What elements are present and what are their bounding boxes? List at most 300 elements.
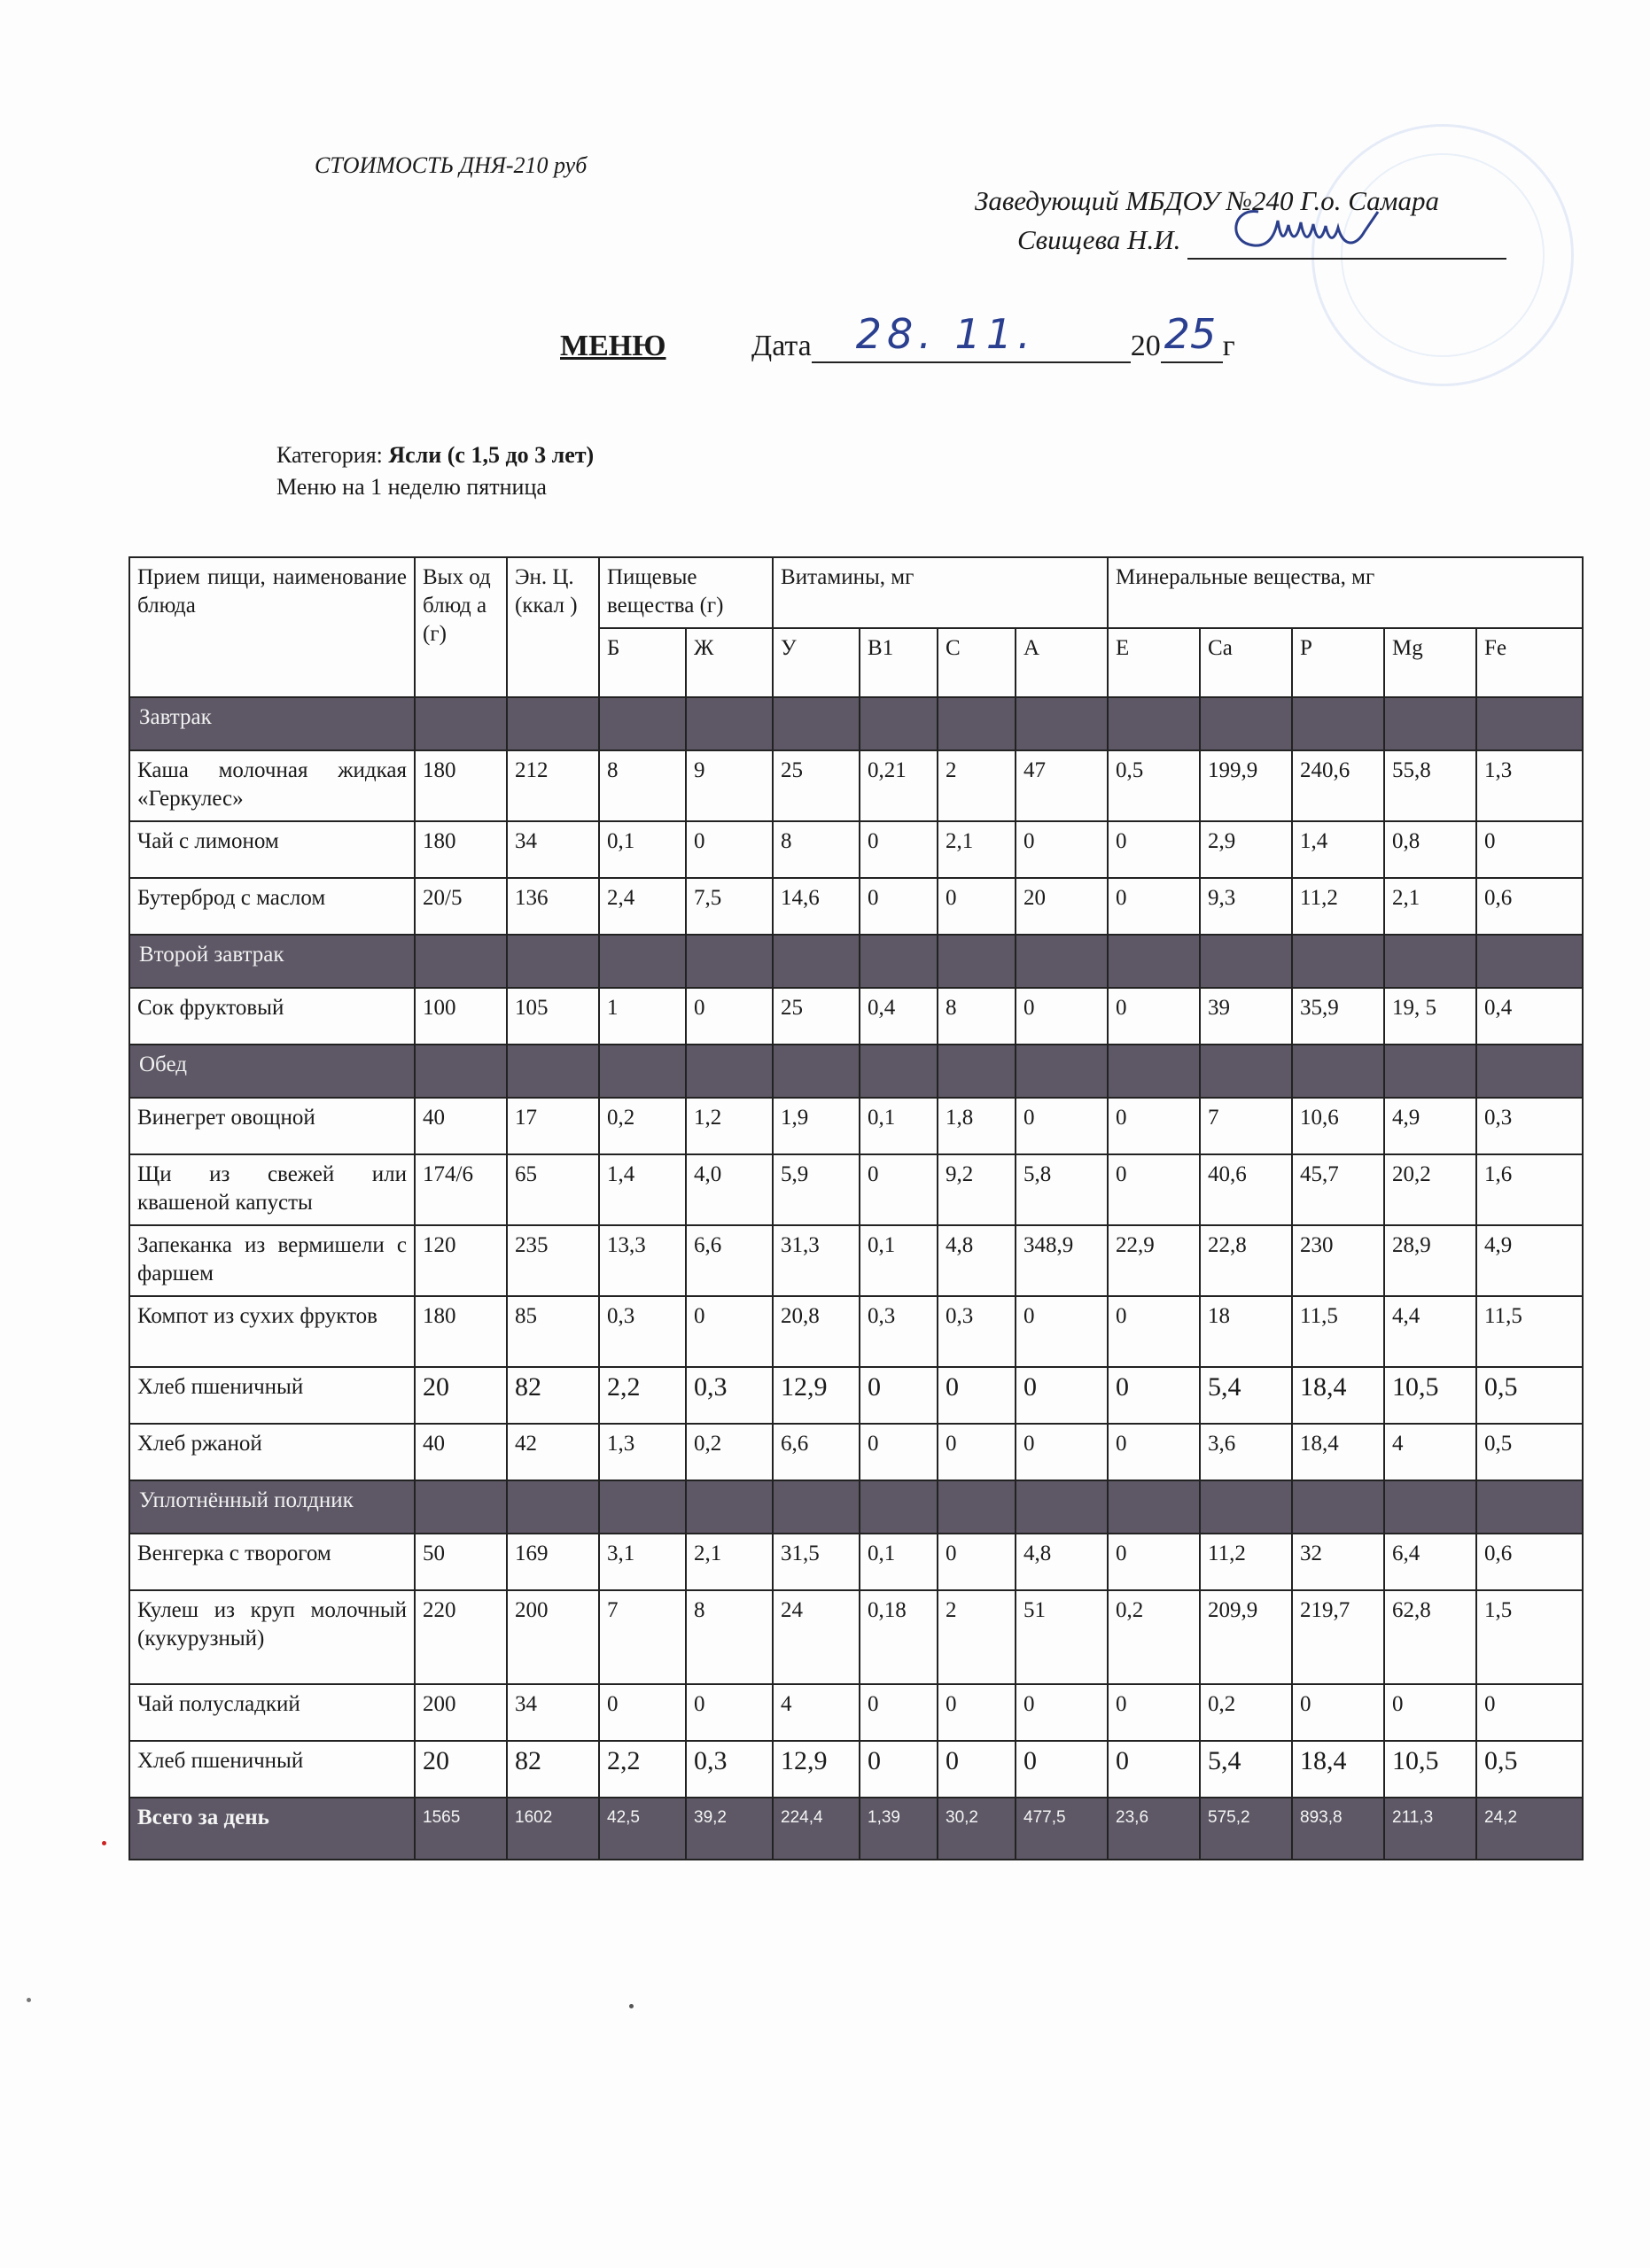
section-empty-cell bbox=[599, 697, 686, 750]
section-empty-cell bbox=[1108, 697, 1200, 750]
subheader-cell: Е bbox=[1108, 628, 1200, 697]
value-cell: 13,3 bbox=[599, 1225, 686, 1296]
subheader-cell: С bbox=[938, 628, 1016, 697]
subheader-cell: У bbox=[773, 628, 860, 697]
value-cell: 0,8 bbox=[1384, 821, 1476, 878]
meal-section-title: Обед bbox=[129, 1045, 415, 1098]
value-cell: 20/5 bbox=[415, 878, 507, 935]
value-cell: 11,2 bbox=[1200, 1534, 1292, 1590]
dish-name: Каша молочная жидкая «Геркулес» bbox=[129, 750, 415, 821]
value-cell: 34 bbox=[507, 821, 599, 878]
value-cell: 9,2 bbox=[938, 1154, 1016, 1225]
category-label: Категория: bbox=[276, 442, 389, 468]
dish-row bbox=[129, 1741, 1583, 1798]
value-cell: 0 bbox=[938, 1424, 1016, 1480]
dish-name: Запеканка из вермишели с фаршем bbox=[129, 1225, 415, 1296]
total-value-cell: 224,4 bbox=[773, 1798, 860, 1860]
value-cell: 169 bbox=[507, 1534, 599, 1590]
value-cell: 0,1 bbox=[860, 1225, 938, 1296]
value-cell: 10,6 bbox=[1292, 1098, 1384, 1154]
total-value-cell: 1,39 bbox=[860, 1798, 938, 1860]
value-cell: 0,4 bbox=[860, 988, 938, 1045]
value-cell: 2,1 bbox=[938, 821, 1016, 878]
scan-speck bbox=[102, 1841, 106, 1845]
section-empty-cell bbox=[860, 697, 938, 750]
value-cell: 212 bbox=[507, 750, 599, 821]
value-cell: 0 bbox=[1108, 1154, 1200, 1225]
section-empty-cell bbox=[1108, 1480, 1200, 1534]
section-empty-cell bbox=[1476, 1045, 1583, 1098]
subheader-cell: Ж bbox=[686, 628, 773, 697]
value-cell: 5,4 bbox=[1200, 1741, 1292, 1798]
section-empty-cell bbox=[773, 697, 860, 750]
section-empty-cell bbox=[860, 935, 938, 988]
value-cell: 348,9 bbox=[1016, 1225, 1108, 1296]
value-cell: 1,9 bbox=[773, 1098, 860, 1154]
dish-row bbox=[129, 1098, 1583, 1154]
value-cell: 200 bbox=[415, 1684, 507, 1741]
section-empty-cell bbox=[599, 935, 686, 988]
value-cell: 2 bbox=[938, 1590, 1016, 1684]
value-cell: 82 bbox=[507, 1367, 599, 1424]
section-empty-cell bbox=[1384, 1045, 1476, 1098]
value-cell: 0 bbox=[860, 878, 938, 935]
value-cell: 11,2 bbox=[1292, 878, 1384, 935]
value-cell: 0 bbox=[1476, 1684, 1583, 1741]
section-empty-cell bbox=[938, 935, 1016, 988]
total-value-cell: 211,3 bbox=[1384, 1798, 1476, 1860]
subheader-cell: P bbox=[1292, 628, 1384, 697]
value-cell: 0,3 bbox=[938, 1296, 1016, 1367]
value-cell: 1 bbox=[599, 988, 686, 1045]
value-cell: 2,2 bbox=[599, 1367, 686, 1424]
subheader-cell: Ca bbox=[1200, 628, 1292, 697]
meal-section-title: Уплотнённый полдник bbox=[129, 1480, 415, 1534]
value-cell: 0,2 bbox=[1200, 1684, 1292, 1741]
section-empty-cell bbox=[1016, 935, 1108, 988]
header-minerals: Минеральные вещества, мг bbox=[1108, 557, 1583, 628]
value-cell: 0 bbox=[686, 1684, 773, 1741]
value-cell: 1,4 bbox=[599, 1154, 686, 1225]
value-cell: 22,9 bbox=[1108, 1225, 1200, 1296]
value-cell: 0,3 bbox=[1476, 1098, 1583, 1154]
value-cell: 47 bbox=[1016, 750, 1108, 821]
value-cell: 0,2 bbox=[599, 1098, 686, 1154]
value-cell: 0 bbox=[1016, 1098, 1108, 1154]
section-empty-cell bbox=[686, 697, 773, 750]
value-cell: 0 bbox=[1108, 1741, 1200, 1798]
value-cell: 40 bbox=[415, 1098, 507, 1154]
value-cell: 4,8 bbox=[1016, 1534, 1108, 1590]
value-cell: 0,5 bbox=[1476, 1424, 1583, 1480]
value-cell: 2,1 bbox=[686, 1534, 773, 1590]
value-cell: 20 bbox=[415, 1741, 507, 1798]
total-value-cell: 23,6 bbox=[1108, 1798, 1200, 1860]
meal-section-row bbox=[129, 935, 1583, 988]
value-cell: 0,1 bbox=[860, 1534, 938, 1590]
value-cell: 2,2 bbox=[599, 1741, 686, 1798]
value-cell: 8 bbox=[599, 750, 686, 821]
value-cell: 0 bbox=[1016, 1424, 1108, 1480]
value-cell: 0 bbox=[938, 878, 1016, 935]
subheader-cell: Б bbox=[599, 628, 686, 697]
date-label: Дата bbox=[751, 330, 812, 362]
value-cell: 0,3 bbox=[599, 1296, 686, 1367]
value-cell: 2 bbox=[938, 750, 1016, 821]
section-empty-cell bbox=[773, 1480, 860, 1534]
section-empty-cell bbox=[773, 935, 860, 988]
value-cell: 20 bbox=[1016, 878, 1108, 935]
value-cell: 0 bbox=[860, 1741, 938, 1798]
value-cell: 200 bbox=[507, 1590, 599, 1684]
scan-speck bbox=[27, 1998, 31, 2002]
value-cell: 174/6 bbox=[415, 1154, 507, 1225]
value-cell: 6,6 bbox=[686, 1225, 773, 1296]
year-prefix: 20 bbox=[1130, 330, 1161, 362]
date-field bbox=[751, 310, 1235, 363]
value-cell: 35,9 bbox=[1292, 988, 1384, 1045]
value-cell: 31,3 bbox=[773, 1225, 860, 1296]
value-cell: 1,4 bbox=[1292, 821, 1384, 878]
value-cell: 10,5 bbox=[1384, 1367, 1476, 1424]
dish-row bbox=[129, 1424, 1583, 1480]
value-cell: 0,5 bbox=[1108, 750, 1200, 821]
value-cell: 0 bbox=[860, 1154, 938, 1225]
section-empty-cell bbox=[599, 1480, 686, 1534]
dish-name: Кулеш из круп молочный (кукурузный) bbox=[129, 1590, 415, 1684]
section-empty-cell bbox=[686, 935, 773, 988]
section-empty-cell bbox=[686, 1480, 773, 1534]
section-empty-cell bbox=[415, 935, 507, 988]
total-value-cell: 1565 bbox=[415, 1798, 507, 1860]
section-empty-cell bbox=[507, 697, 599, 750]
value-cell: 85 bbox=[507, 1296, 599, 1367]
value-cell: 2,1 bbox=[1384, 878, 1476, 935]
value-cell: 199,9 bbox=[1200, 750, 1292, 821]
subheader-cell: В1 bbox=[860, 628, 938, 697]
value-cell: 0 bbox=[860, 1684, 938, 1741]
value-cell: 18 bbox=[1200, 1296, 1292, 1367]
section-empty-cell bbox=[507, 1480, 599, 1534]
value-cell: 0 bbox=[938, 1684, 1016, 1741]
value-cell: 0,2 bbox=[686, 1424, 773, 1480]
handwritten-signature bbox=[1223, 194, 1400, 256]
section-empty-cell bbox=[1476, 1480, 1583, 1534]
total-value-cell: 893,8 bbox=[1292, 1798, 1384, 1860]
total-value-cell: 1602 bbox=[507, 1798, 599, 1860]
value-cell: 136 bbox=[507, 878, 599, 935]
menu-title: МЕНЮ bbox=[560, 330, 666, 362]
dish-name: Бутерброд с маслом bbox=[129, 878, 415, 935]
category-value: Ясли (с 1,5 до 3 лет) bbox=[388, 442, 595, 468]
section-empty-cell bbox=[599, 1045, 686, 1098]
value-cell: 0 bbox=[1108, 1684, 1200, 1741]
value-cell: 4,9 bbox=[1384, 1098, 1476, 1154]
value-cell: 0 bbox=[1108, 1534, 1200, 1590]
value-cell: 1,2 bbox=[686, 1098, 773, 1154]
value-cell: 3,1 bbox=[599, 1534, 686, 1590]
total-value-cell: 39,2 bbox=[686, 1798, 773, 1860]
value-cell: 25 bbox=[773, 988, 860, 1045]
header-vitamins: Витамины, мг bbox=[773, 557, 1108, 628]
value-cell: 0,5 bbox=[1476, 1367, 1583, 1424]
header-energy: Эн. Ц. (ккал ) bbox=[507, 557, 599, 697]
section-empty-cell bbox=[938, 1480, 1016, 1534]
total-value-cell: 30,2 bbox=[938, 1798, 1016, 1860]
value-cell: 3,6 bbox=[1200, 1424, 1292, 1480]
value-cell: 25 bbox=[773, 750, 860, 821]
subheader-cell: Mg bbox=[1384, 628, 1476, 697]
value-cell: 7 bbox=[1200, 1098, 1292, 1154]
total-value-cell: 24,2 bbox=[1476, 1798, 1583, 1860]
value-cell: 45,7 bbox=[1292, 1154, 1384, 1225]
value-cell: 7,5 bbox=[686, 878, 773, 935]
value-cell: 0 bbox=[686, 988, 773, 1045]
section-empty-cell bbox=[507, 1045, 599, 1098]
week-label: Меню на 1 неделю пятница bbox=[276, 474, 547, 500]
value-cell: 1,6 bbox=[1476, 1154, 1583, 1225]
value-cell: 22,8 bbox=[1200, 1225, 1292, 1296]
section-empty-cell bbox=[1200, 1480, 1292, 1534]
dish-name: Хлеб пшеничный bbox=[129, 1367, 415, 1424]
value-cell: 39 bbox=[1200, 988, 1292, 1045]
value-cell: 0,1 bbox=[860, 1098, 938, 1154]
value-cell: 32 bbox=[1292, 1534, 1384, 1590]
value-cell: 28,9 bbox=[1384, 1225, 1476, 1296]
value-cell: 0 bbox=[1108, 988, 1200, 1045]
value-cell: 180 bbox=[415, 750, 507, 821]
dish-name: Винегрет овощной bbox=[129, 1098, 415, 1154]
value-cell: 9 bbox=[686, 750, 773, 821]
value-cell: 14,6 bbox=[773, 878, 860, 935]
dish-name: Венгерка с творогом bbox=[129, 1534, 415, 1590]
value-cell: 0 bbox=[1016, 821, 1108, 878]
value-cell: 0,6 bbox=[1476, 878, 1583, 935]
total-value-cell: 42,5 bbox=[599, 1798, 686, 1860]
value-cell: 0 bbox=[1108, 1098, 1200, 1154]
dish-name: Хлеб ржаной bbox=[129, 1424, 415, 1480]
value-cell: 0 bbox=[938, 1534, 1016, 1590]
value-cell: 0,5 bbox=[1476, 1741, 1583, 1798]
value-cell: 11,5 bbox=[1476, 1296, 1583, 1367]
meal-section-title: Второй завтрак bbox=[129, 935, 415, 988]
section-empty-cell bbox=[1016, 1045, 1108, 1098]
value-cell: 5,9 bbox=[773, 1154, 860, 1225]
value-cell: 0 bbox=[686, 1296, 773, 1367]
value-cell: 8 bbox=[938, 988, 1016, 1045]
value-cell: 1,3 bbox=[599, 1424, 686, 1480]
value-cell: 40,6 bbox=[1200, 1154, 1292, 1225]
value-cell: 0 bbox=[1016, 988, 1108, 1045]
total-value-cell: 477,5 bbox=[1016, 1798, 1108, 1860]
signature-line bbox=[1187, 229, 1506, 260]
value-cell: 4 bbox=[773, 1684, 860, 1741]
value-cell: 62,8 bbox=[1384, 1590, 1476, 1684]
value-cell: 219,7 bbox=[1292, 1590, 1384, 1684]
value-cell: 0,3 bbox=[686, 1741, 773, 1798]
value-cell: 0,18 bbox=[860, 1590, 938, 1684]
section-empty-cell bbox=[1108, 935, 1200, 988]
value-cell: 0,3 bbox=[860, 1296, 938, 1367]
section-empty-cell bbox=[1016, 1480, 1108, 1534]
value-cell: 180 bbox=[415, 1296, 507, 1367]
value-cell: 5,4 bbox=[1200, 1367, 1292, 1424]
value-cell: 4,8 bbox=[938, 1225, 1016, 1296]
value-cell: 0 bbox=[1292, 1684, 1384, 1741]
value-cell: 0 bbox=[1384, 1684, 1476, 1741]
subheader-cell: А bbox=[1016, 628, 1108, 697]
value-cell: 9,3 bbox=[1200, 878, 1292, 935]
value-cell: 2,4 bbox=[599, 878, 686, 935]
section-empty-cell bbox=[860, 1045, 938, 1098]
meal-section-row bbox=[129, 697, 1583, 750]
header-dish: Прием пищи, наименование блюда bbox=[129, 557, 415, 697]
total-label: Всего за день bbox=[129, 1798, 415, 1860]
dish-name: Чай полусладкий bbox=[129, 1684, 415, 1741]
value-cell: 0 bbox=[1108, 821, 1200, 878]
section-empty-cell bbox=[1384, 697, 1476, 750]
value-cell: 65 bbox=[507, 1154, 599, 1225]
dish-row bbox=[129, 821, 1583, 878]
meal-section-row bbox=[129, 1480, 1583, 1534]
value-cell: 0 bbox=[860, 821, 938, 878]
dish-name: Сок фруктовый bbox=[129, 988, 415, 1045]
value-cell: 0 bbox=[938, 1367, 1016, 1424]
value-cell: 40 bbox=[415, 1424, 507, 1480]
section-empty-cell bbox=[507, 935, 599, 988]
value-cell: 55,8 bbox=[1384, 750, 1476, 821]
year-suffix: г bbox=[1222, 330, 1235, 362]
value-cell: 0,6 bbox=[1476, 1534, 1583, 1590]
meal-section-title: Завтрак bbox=[129, 697, 415, 750]
value-cell: 20 bbox=[415, 1367, 507, 1424]
value-cell: 2,9 bbox=[1200, 821, 1292, 878]
value-cell: 0 bbox=[1016, 1296, 1108, 1367]
value-cell: 8 bbox=[773, 821, 860, 878]
value-cell: 4,0 bbox=[686, 1154, 773, 1225]
scan-speck bbox=[629, 2004, 634, 2008]
value-cell: 20,2 bbox=[1384, 1154, 1476, 1225]
value-cell: 0 bbox=[599, 1684, 686, 1741]
section-empty-cell bbox=[1476, 697, 1583, 750]
section-empty-cell bbox=[415, 697, 507, 750]
section-empty-cell bbox=[1292, 1045, 1384, 1098]
menu-table bbox=[128, 556, 1584, 1860]
dish-name: Щи из свежей или квашеной капусты bbox=[129, 1154, 415, 1225]
section-empty-cell bbox=[1292, 697, 1384, 750]
value-cell: 220 bbox=[415, 1590, 507, 1684]
value-cell: 105 bbox=[507, 988, 599, 1045]
header-output: Вых од блюд а (г) bbox=[415, 557, 507, 697]
dish-row bbox=[129, 1154, 1583, 1225]
section-empty-cell bbox=[1292, 1480, 1384, 1534]
day-cost: СТОИМОСТЬ ДНЯ-210 руб bbox=[315, 152, 588, 178]
value-cell: 24 bbox=[773, 1590, 860, 1684]
value-cell: 100 bbox=[415, 988, 507, 1045]
category-block bbox=[276, 439, 594, 503]
value-cell: 34 bbox=[507, 1684, 599, 1741]
value-cell: 18,4 bbox=[1292, 1424, 1384, 1480]
value-cell: 18,4 bbox=[1292, 1741, 1384, 1798]
dish-row bbox=[129, 1590, 1583, 1684]
section-empty-cell bbox=[1108, 1045, 1200, 1098]
value-cell: 0 bbox=[938, 1741, 1016, 1798]
value-cell: 0,1 bbox=[599, 821, 686, 878]
value-cell: 0,4 bbox=[1476, 988, 1583, 1045]
section-empty-cell bbox=[415, 1045, 507, 1098]
section-empty-cell bbox=[1384, 935, 1476, 988]
value-cell: 5,8 bbox=[1016, 1154, 1108, 1225]
value-cell: 0 bbox=[1108, 1296, 1200, 1367]
value-cell: 12,9 bbox=[773, 1367, 860, 1424]
dish-row bbox=[129, 1367, 1583, 1424]
section-empty-cell bbox=[1292, 935, 1384, 988]
value-cell: 230 bbox=[1292, 1225, 1384, 1296]
value-cell: 0 bbox=[860, 1424, 938, 1480]
value-cell: 0 bbox=[1108, 1367, 1200, 1424]
value-cell: 1,3 bbox=[1476, 750, 1583, 821]
dish-row bbox=[129, 1684, 1583, 1741]
value-cell: 0 bbox=[1016, 1741, 1108, 1798]
section-empty-cell bbox=[938, 697, 1016, 750]
section-empty-cell bbox=[860, 1480, 938, 1534]
value-cell: 240,6 bbox=[1292, 750, 1384, 821]
dish-row bbox=[129, 988, 1583, 1045]
value-cell: 0,2 bbox=[1108, 1590, 1200, 1684]
section-empty-cell bbox=[686, 1045, 773, 1098]
dish-row bbox=[129, 1296, 1583, 1367]
value-cell: 6,6 bbox=[773, 1424, 860, 1480]
value-cell: 0 bbox=[686, 821, 773, 878]
value-cell: 209,9 bbox=[1200, 1590, 1292, 1684]
section-empty-cell bbox=[1200, 935, 1292, 988]
meal-section-row bbox=[129, 1045, 1583, 1098]
value-cell: 1,5 bbox=[1476, 1590, 1583, 1684]
value-cell: 0 bbox=[860, 1367, 938, 1424]
value-cell: 0,3 bbox=[686, 1367, 773, 1424]
dish-name: Компот из сухих фруктов bbox=[129, 1296, 415, 1367]
value-cell: 11,5 bbox=[1292, 1296, 1384, 1367]
value-cell: 235 bbox=[507, 1225, 599, 1296]
director-name: Свищева Н.И. bbox=[1017, 224, 1181, 255]
value-cell: 42 bbox=[507, 1424, 599, 1480]
value-cell: 7 bbox=[599, 1590, 686, 1684]
section-empty-cell bbox=[1384, 1480, 1476, 1534]
value-cell: 12,9 bbox=[773, 1741, 860, 1798]
value-cell: 1,8 bbox=[938, 1098, 1016, 1154]
value-cell: 4 bbox=[1384, 1424, 1476, 1480]
dish-name: Хлеб пшеничный bbox=[129, 1741, 415, 1798]
value-cell: 0 bbox=[1108, 1424, 1200, 1480]
handwritten-date: 28. 11. bbox=[855, 310, 1036, 358]
dish-row bbox=[129, 1225, 1583, 1296]
director-title: Заведующий МБДОУ №240 Г.о. Самара bbox=[975, 185, 1439, 216]
value-cell: 17 bbox=[507, 1098, 599, 1154]
value-cell: 0 bbox=[1108, 878, 1200, 935]
value-cell: 20,8 bbox=[773, 1296, 860, 1367]
value-cell: 10,5 bbox=[1384, 1741, 1476, 1798]
value-cell: 4,9 bbox=[1476, 1225, 1583, 1296]
dish-row bbox=[129, 878, 1583, 935]
dish-row bbox=[129, 1534, 1583, 1590]
dish-row bbox=[129, 750, 1583, 821]
section-empty-cell bbox=[1200, 1045, 1292, 1098]
subheader-cell: Fe bbox=[1476, 628, 1583, 697]
header-nutrients: Пищевые вещества (г) bbox=[599, 557, 773, 628]
value-cell: 18,4 bbox=[1292, 1367, 1384, 1424]
section-empty-cell bbox=[1016, 697, 1108, 750]
value-cell: 0 bbox=[1016, 1684, 1108, 1741]
